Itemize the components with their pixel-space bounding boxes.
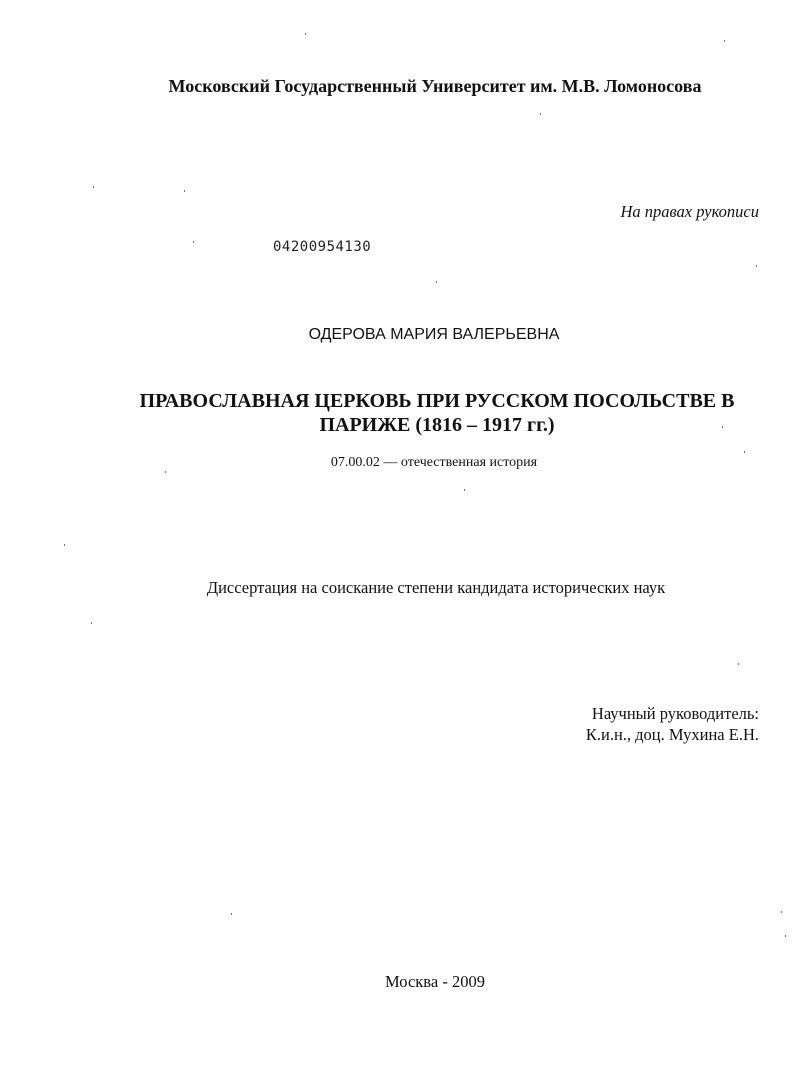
scan-speck [738, 663, 739, 665]
manuscript-note: На правах рукописи [620, 202, 759, 221]
scan-speck [305, 33, 306, 35]
scan-speck [93, 186, 94, 188]
supervisor-block [586, 703, 759, 745]
scan-speck [781, 911, 782, 913]
scan-speck [184, 190, 185, 192]
scan-speck [231, 913, 232, 915]
supervisor-label: Научный руководитель: [591, 704, 759, 723]
dissertation-title [100, 389, 774, 437]
supervisor-name: К.и.н., доц. Мухина Е.Н. [585, 725, 759, 744]
city-year: Москва - 2009 [385, 972, 485, 991]
title-line-1: ПРАВОСЛАВНАЯ ЦЕРКОВЬ ПРИ РУССКОМ ПОСОЛЬСТВЕ В [139, 390, 735, 412]
scan-speck [724, 40, 725, 42]
university-name: Московский Государственный Университет им. М.В. Ломоносова [168, 76, 702, 96]
scan-speck [193, 241, 194, 243]
scan-speck [64, 544, 65, 546]
scan-speck [540, 113, 541, 115]
degree-statement: Диссертация на соискание степени кандидата исторических наук [206, 578, 666, 597]
title-line-2: ПАРИЖЕ (1816 – 1917 гг.) [319, 414, 555, 436]
registration-code: 04200954130 [273, 239, 372, 255]
scan-speck [91, 622, 92, 624]
scan-speck [744, 451, 745, 453]
scan-speck [785, 935, 786, 937]
scan-speck [165, 471, 166, 473]
specialty-code: 07.00.02 — отечественная история [330, 455, 538, 470]
scan-speck [756, 265, 757, 267]
author-name: ОДЕРОВА МАРИЯ ВАЛЕРЬЕВНА [308, 326, 560, 343]
scan-speck [722, 426, 723, 428]
scan-speck [464, 489, 465, 491]
scan-speck [436, 281, 437, 283]
